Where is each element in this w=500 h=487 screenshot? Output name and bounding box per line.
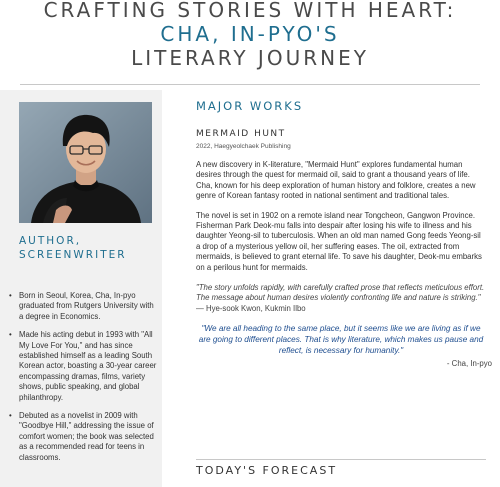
- bio-item: • Made his acting debut in 1993 with "All My Love For You," and has since established himself as a leading South Korean actor, boasting a 30-year career encompassing dramas, films, variety shows, public speaking, and global philanthropy.: [9, 330, 157, 403]
- author-portrait-image: [19, 102, 152, 223]
- forecast-divider: [196, 459, 486, 460]
- forecast-text: [196, 481, 486, 487]
- work-synopsis: The novel is set in 1902 on a remote island near Tongcheon, Gangwon Province. Fisherman Park Deok-mu falls into despair after losing his wife to illness and his daughter Yeong-sil to tuberculosis. When an old man named Gong feeds Yeong-sil a drop of a mysterious yellow oil, her suffering eases. The oil, extracted from mermaids, is believed to grant eternal life. To save his daughter, Deok-mu embarks on a perilous hunt for mermaids.: [196, 210, 482, 272]
- work-meta: 2022, Haegyeolchaek Publishing: [196, 143, 291, 150]
- profile-heading-line-2: SCREENWRITER: [19, 249, 127, 261]
- headline-line-1: CRAFTING STORIES WITH HEART:: [43, 0, 457, 22]
- bio-item: • Born in Seoul, Korea, Cha, In-pyo graduated from Rutgers University with a degree in Economics.: [9, 291, 157, 322]
- bio-item: • Debuted as a novelist in 2009 with "Goodbye Hill," addressing the issue of comfort women; the book was selected as a recommended read for teens in classrooms.: [9, 411, 157, 463]
- author-quote-attribution: - Cha, In-pyo: [446, 358, 492, 368]
- bio-list: [9, 291, 157, 471]
- major-works-section: [196, 98, 492, 369]
- work-title: MERMAID HUNT: [196, 129, 286, 139]
- author-photo: [19, 102, 152, 223]
- page-header: [0, 0, 500, 70]
- work-description: A new discovery in K-literature, "Mermaid Hunt" explores fundamental human desires through the quest for mermaid oil, said to grant a thousand years of life. Cha, known for his deep exploration of human history and folklore, creates a new genre of Korean fantasy rooted in national sentiment and traditional tales.: [196, 160, 476, 201]
- author-quote: "We are all heading to the same place, but it seems like we are living as if we are going to different places. That is why literature, which makes us pause and reflect, is necessary for humanity.": [198, 324, 484, 355]
- profile-heading: [19, 234, 127, 262]
- headline-line-3: LITERARY JOURNEY: [131, 46, 369, 70]
- review-quote: "The story unfolds rapidly, with carefully crafted prose that reflects meticulous effort. The message about human desires violently confronting life and nature is striking.": [196, 283, 485, 303]
- section-title: MAJOR WORKS: [196, 99, 304, 113]
- headline-line-2: CHA, IN-PYO'S: [160, 22, 340, 46]
- review-attribution: — Hye-sook Kwon, Kukmin Ilbo: [196, 303, 306, 313]
- header-divider: [20, 84, 480, 85]
- forecast-title: TODAY'S FORECAST: [196, 464, 338, 477]
- profile-heading-line-1: AUTHOR,: [19, 235, 82, 247]
